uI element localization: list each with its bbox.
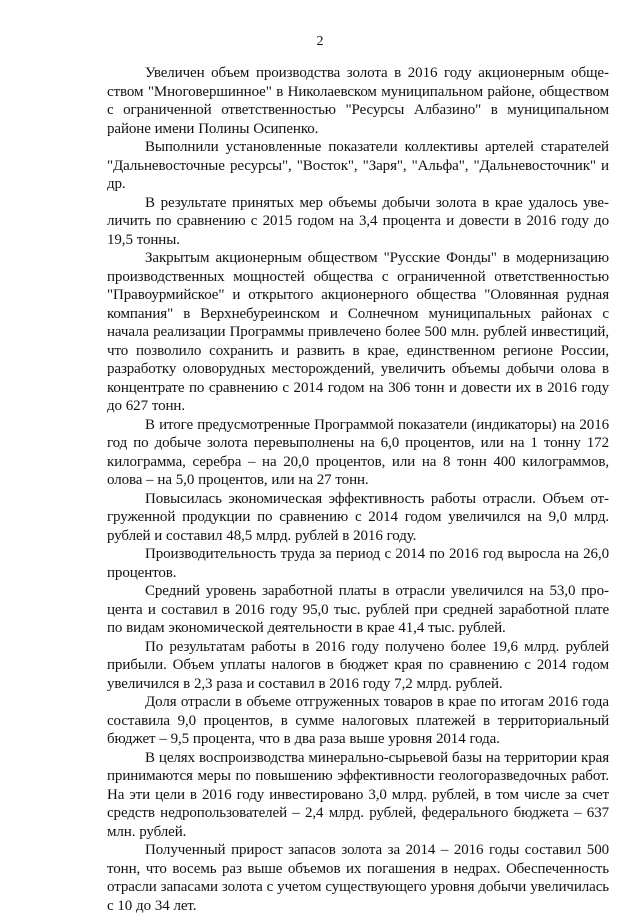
paragraph-profit-taxes: По результатам работы в 2016 году получено более 19,6 млрд. рублей прибыли. Объем уплаты налогов в бюджет края по сравнению с 2014 годом увеличился в 2,3 раза и составил в 2016 году 7,2 млрд. рублей. (107, 638, 609, 692)
paragraph-labor-productivity: Производительность труда за период с 2014 по 2016 год выросла на 26,0 процентов. (107, 546, 609, 581)
paragraph-geological-exploration: В целях воспроизводства минерально-сырьевой базы на территории края принимаются меры по повышению эффективности геологоразведочных работ. На эти цели в 2016 году инвестировано 3,0 млрд. рублей, в том числе за счет средств недропользователей – 2,4 млрд. рублей, федерального бюджета – 637 млн. рублей. (107, 749, 609, 840)
page-number: 2 (316, 34, 324, 49)
paragraph-program-indicators: В итоге предусмотренные Программой показатели (индикаторы) на 2016 год по добыче золота перевыполнены на 6,0 процентов, или на 1 тонну 172 килограмма, серебра – на 20,0 процентов, или на 8 тонн 400 килограммов, олова – на 5,0 процентов, или на 27 тонн. (107, 416, 609, 488)
paragraph-prospector-artels: Выполнили установленные показатели коллективы артелей старателей "Дальневосточные ресурсы", "Восток", "Заря", "Альфа", "Дальневосточник" и др. (107, 139, 609, 192)
paragraph-gold-production-increase: Увеличен объем производства золота в 2016 году акционерным обществом "Многовершинное" в Николаевском муниципальном районе, обществом с ограниченной ответственностью "Ресурсы Албазино" в муниципальном районе имени Полины Осипенко. (107, 65, 609, 137)
document-body (107, 64, 609, 915)
paragraph-industry-share: Доля отрасли в объеме отгруженных товаров в крае по итогам 2016 года составила 9,0 процентов, в сумме налоговых платежей в территориальный бюджет – 9,5 процента, что в два раза выше уровня 2014 года. (107, 694, 609, 747)
paragraph-tin-investment: Закрытым акционерным обществом "Русские Фонды" в модернизацию производственных мощностей общества с ограниченной ответственностью "Правоурмийское" и открытого акционерного общества "Оловянная рудная компания" в Верхнебуреинском и Солнечном муниципальных районах с начала реализации Программы привлечено более 500 млн. рублей инвестиций, что позволило сохранить и развить в крае, единственном регионе России, разработку оловорудных месторождений, увеличить объемы добычи олова в концентрате по сравнению с 2014 годом на 306 тонн и довести их в 2016 году до 627 тонн. (107, 250, 609, 414)
paragraph-gold-reserves: Полученный прирост запасов золота за 2014 – 2016 годы составил 500 тонн, что восемь раз выше объемов их погашения в недрах. Обеспеченность отрасли запасами золота с учетом существующего уровня добычи увеличилась с 10 до 34 лет. (107, 842, 609, 914)
paragraph-average-wage: Средний уровень заработной платы в отрасли увеличился на 53,0 процента и составил в 2016 году 95,0 тыс. рублей при средней заработной плате по видам экономической деятельности в крае 41,4 тыс. рублей. (107, 583, 609, 636)
paragraph-gold-output-growth: В результате принятых мер объемы добычи золота в крае удалось увеличить по сравнению с 2015 годом на 3,4 процента и довести в 2016 году до 19,5 тонны. (107, 194, 609, 248)
paragraph-economic-efficiency: Повысилась экономическая эффективность работы отрасли. Объем отгруженной продукции по сравнению с 2014 годом увеличился на 9,0 млрд. рублей и составил 48,5 млрд. рублей в 2016 году. (107, 490, 609, 544)
